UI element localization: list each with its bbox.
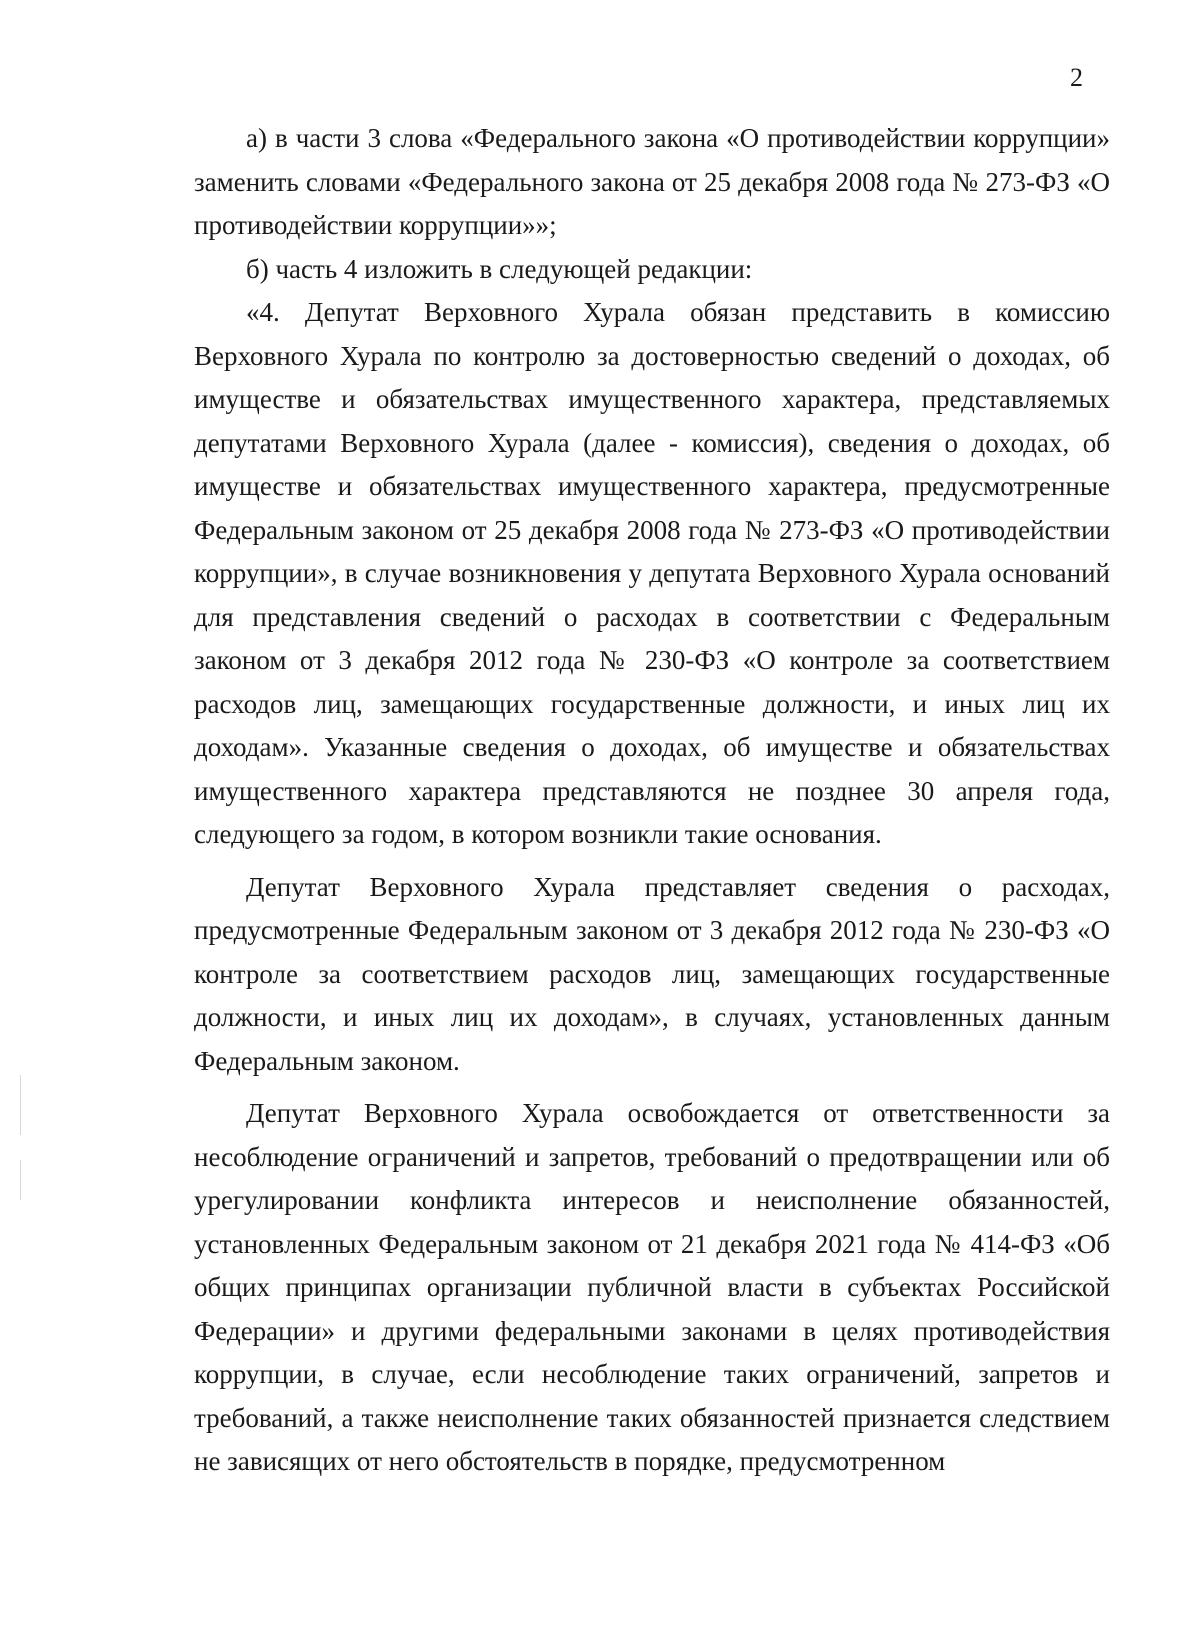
document-body [194,117,1110,1484]
scan-edge-mark [20,1160,21,1200]
scan-edge-mark [20,1075,21,1135]
paragraph-expense-reporting: Депутат Верховного Хурала представляет сведения о расходах, предусмотренные Федеральным законом от 3 декабря 2012 года № 230-ФЗ «О контроле за соответствием расходов лиц, замещающих государственные должности, и иных лиц их доходам», в случаях, установленных данным Федеральным законом. [194,871,1110,1076]
paragraph-part-4-new-wording: «4. Депутат Верховного Хурала обязан представить в комиссию Верховного Хурала по контролю за достоверностью сведений о доходах, об имуществе и обязательствах имущественного характера, представляемых депутатами Верховного Хурала (далее - комиссия), сведения о доходах, об имуществе и обязательствах имущественного характера, предусмотренные Федеральным законом от 25 декабря 2008 года № 273-ФЗ «О противодействии коррупции», в случае возникновения у депутата Верховного Хурала оснований для представления сведений о расходах в соответствии с Федеральным законом от 3 декабря 2012 года № 230-ФЗ «О контроле за соответствием расходов лиц, замещающих государственные должности, и иных лиц их доходам». Указанные сведения о доходах, об имуществе и обязательствах имущественного характера представляются не позднее 30 апреля года, следующего за годом, в котором возникли такие основания. [194,297,1110,849]
paragraph-amendment-a: а) в части 3 слова «Федерального закона «О противодействии коррупции» заменить словами «Федерального закона от 25 декабря 2008 года № 273-ФЗ «О противодействии коррупции»»; [194,123,1110,240]
paragraph-amendment-b: б) часть 4 изложить в следующей редакции: [246,253,753,284]
page-number: 2 [1070,63,1083,92]
paragraph-liability-exemption: Депутат Верховного Хурала освобождается от ответственности за несоблюдение ограничений и запретов, требований о предотвращении или об урегулировании конфликта интересов и неисполнение обязанностей, установленных Федеральным законом от 21 декабря 2021 года № 414-ФЗ «Об общих принципах организации публичной власти в субъектах Российской Федерации» и другими федеральными законами в целях противодействия коррупции, в случае, если несоблюдение таких ограничений, запретов и требований, а также неисполнение таких обязанностей признается следствием не зависящих от него обстоятельств в порядке, предусмотренном [194,1098,1110,1476]
